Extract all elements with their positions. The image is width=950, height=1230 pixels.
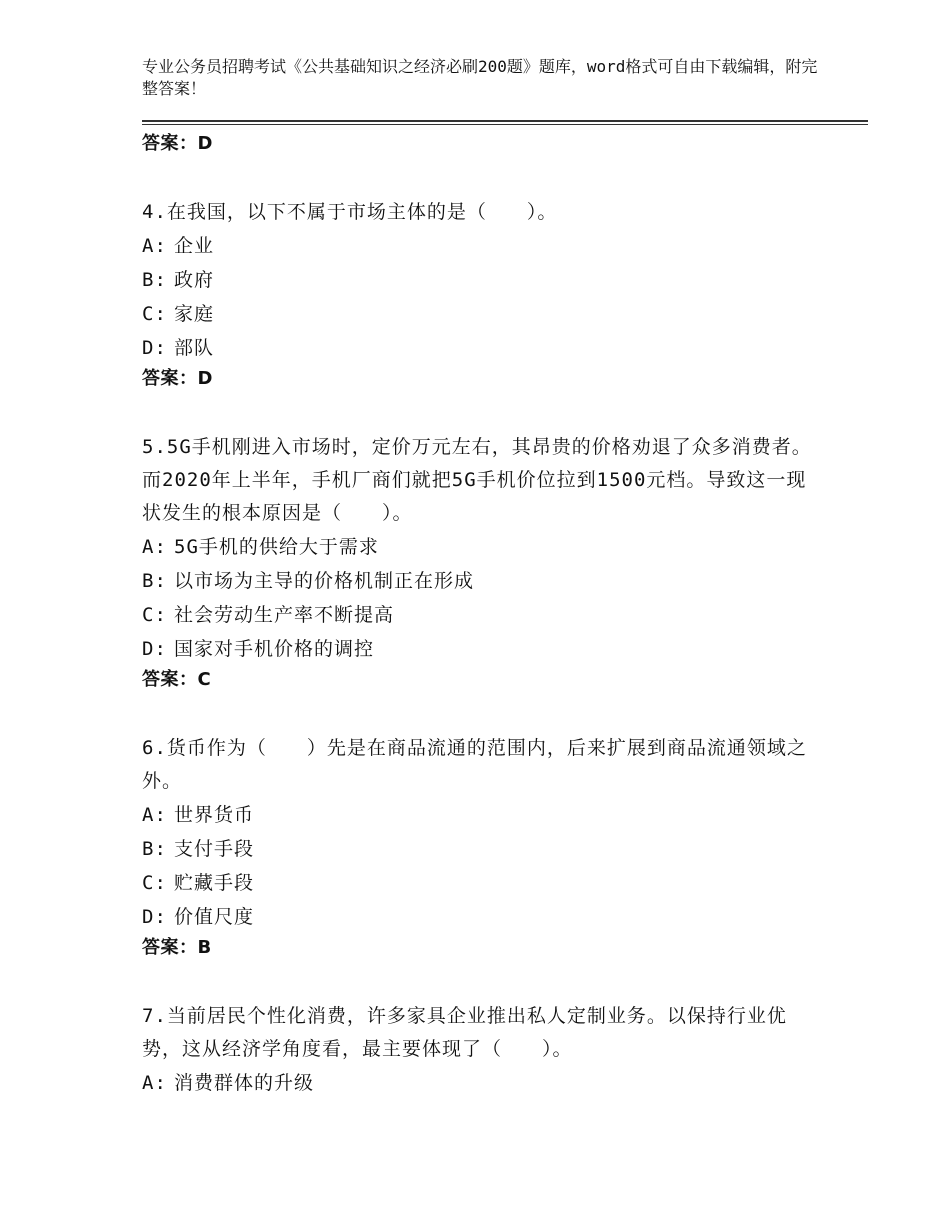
- option-text: 支付手段: [174, 838, 255, 860]
- option-d: [142, 331, 812, 365]
- option-letter: B:: [142, 570, 167, 592]
- option-b: [142, 832, 812, 866]
- option-b: [142, 564, 812, 598]
- question-5: [142, 431, 812, 694]
- document-body: [142, 130, 812, 1100]
- option-text: 部队: [174, 337, 215, 359]
- option-letter: A:: [142, 1072, 167, 1094]
- option-letter: D:: [142, 638, 167, 660]
- option-a: [142, 530, 812, 564]
- answer: 答案：D: [142, 368, 213, 389]
- option-c: [142, 297, 812, 331]
- question-stem: 4.在我国，以下不属于市场主体的是（ ）。: [142, 201, 558, 223]
- option-text: 价值尺度: [174, 906, 255, 928]
- question-stem: 6.货币作为（ ）先是在商品流通的范围内，后来扩展到商品流通领域之外。: [142, 737, 807, 792]
- question-stem: 5.5G手机刚进入市场时，定价万元左右，其昂贵的价格劝退了众多消费者。而2020年上半年，手机厂商们就把5G手机价位拉到1500元档。导致这一现状发生的根本原因是（ ）。: [142, 436, 812, 524]
- option-text: 消费群体的升级: [174, 1072, 315, 1094]
- option-c: [142, 598, 812, 632]
- option-text: 国家对手机价格的调控: [174, 638, 375, 660]
- option-letter: D:: [142, 337, 167, 359]
- option-text: 政府: [174, 269, 215, 291]
- option-letter: C:: [142, 872, 167, 894]
- option-a: [142, 229, 812, 263]
- question-4: [142, 196, 812, 393]
- option-text: 5G手机的供给大于需求: [174, 536, 379, 558]
- header-divider: [142, 120, 868, 122]
- option-letter: B:: [142, 838, 167, 860]
- option-text: 贮藏手段: [174, 872, 255, 894]
- option-letter: B:: [142, 269, 167, 291]
- option-b: [142, 263, 812, 297]
- option-letter: D:: [142, 906, 167, 928]
- option-letter: A:: [142, 536, 167, 558]
- question-7: [142, 1000, 812, 1100]
- option-letter: A:: [142, 235, 167, 257]
- option-a: [142, 798, 812, 832]
- option-a: [142, 1066, 812, 1100]
- answer: 答案：B: [142, 937, 212, 958]
- question-6: [142, 732, 812, 962]
- option-c: [142, 866, 812, 900]
- option-letter: C:: [142, 604, 167, 626]
- option-text: 企业: [174, 235, 215, 257]
- option-letter: A:: [142, 804, 167, 826]
- option-text: 家庭: [174, 303, 215, 325]
- option-text: 以市场为主导的价格机制正在形成: [174, 570, 475, 592]
- answer: 答案：C: [142, 669, 212, 690]
- page-header: 专业公务员招聘考试《公共基础知识之经济必刷200题》题库，word格式可自由下载编辑，附完整答案！: [142, 57, 818, 98]
- option-d: [142, 900, 812, 934]
- question-stem: 7.当前居民个性化消费，许多家具企业推出私人定制业务。以保持行业优势，这从经济学角度看，最主要体现了（ ）。: [142, 1005, 787, 1060]
- header-divider-thin: [142, 124, 868, 125]
- option-text: 世界货币: [174, 804, 255, 826]
- option-text: 社会劳动生产率不断提高: [174, 604, 395, 626]
- option-d: [142, 632, 812, 666]
- option-letter: C:: [142, 303, 167, 325]
- previous-answer: 答案：D: [142, 133, 213, 154]
